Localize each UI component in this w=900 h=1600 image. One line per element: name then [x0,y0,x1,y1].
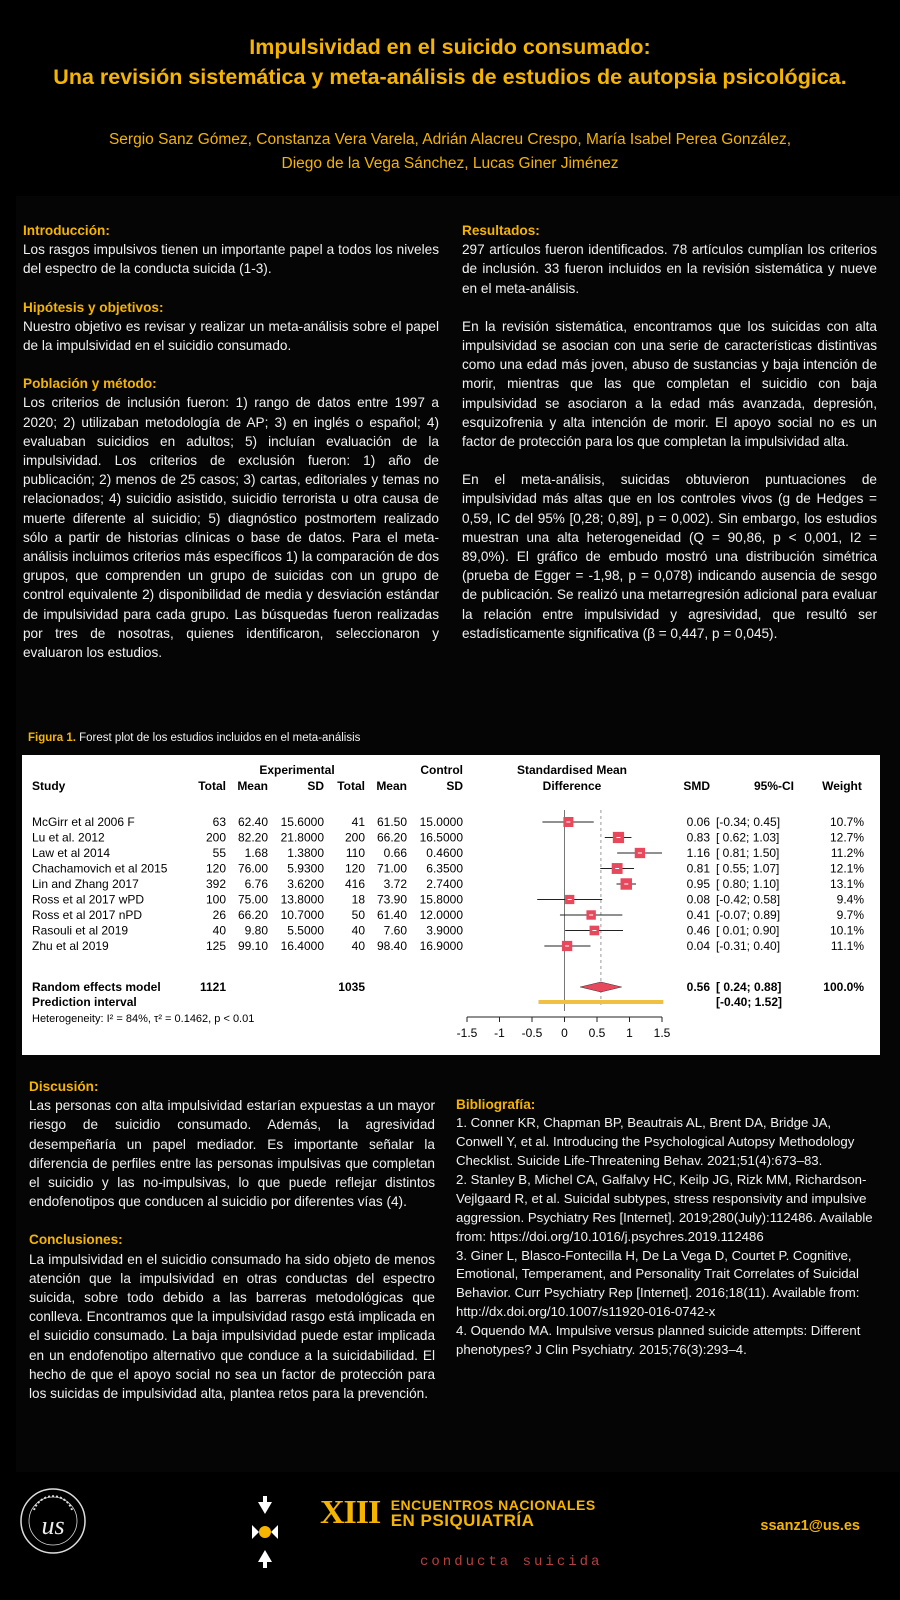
e-sd-value: 5.9300 [287,861,324,876]
e-sd-value: 5.5000 [287,923,324,938]
header-ci: 95%-CI [753,779,795,793]
c-total-value: 40 [351,923,365,938]
c-total-value: 40 [351,939,365,953]
c-mean-value: 61.40 [376,908,407,922]
poster-title [0,32,900,92]
hypothesis-text: Nuestro objetivo es revisar y realizar un meta-análisis sobre el papel de la impulsividad en el suicidio consumado. [23,318,439,354]
ci-value: [ 0.55; 1.07] [716,861,780,876]
ci-value: [-0.07; 0.89] [716,908,781,922]
study-name: Rasouli et al 2019 [32,923,129,938]
c-total-value: 416 [344,877,365,891]
c-sd-value: 0.4600 [426,846,463,860]
ci-value: [ 0.81; 1.50] [716,846,780,860]
header-e-total: Total [198,779,226,793]
c-mean-value: 73.90 [376,892,407,907]
conference-subtitle: conducta suicida [420,1554,603,1570]
method-text: Los criterios de inclusión fueron: 1) rango de datos entre 1997 a 2020; 2) utilizaban metodología de AP; 3) en inglés o español; 4) evaluaban suicidios en adultos; 5) incluían evaluación de la impulsividad. Los criterios de exclusión fueron: 1) año de publicación; 2) menos de 25 casos; 3) cartas, editoriales y temas no relacionados; 4) suicidio asistido, suicidio terrorista u otra causa de muerte diferente al suicidio; 5) diagnóstico postmortem realizado sólo a partir de historias clínicas o base de datos. Para el meta-análisis incluimos criterios más específicos 1) la comparación de dos grupos, que comprenden un grupo de suicidas con un grupo de control equivalente 2) disponibilidad de media y desviación estándar de impulsividad para cada grupo. Las búsquedas fueron realizadas por tres de nosotras, quienes identificaron, seleccionaron y evaluaron los estudios. [23,395,439,661]
c-sd-value: 15.0000 [419,815,463,829]
e-mean-value: 1.68 [244,846,268,860]
intro-heading: Introducción: [23,223,110,238]
c-mean-value: 61.50 [376,815,407,829]
e-total-value: 63 [212,815,226,829]
conclusions-text: La impulsividad en el suicidio consumado ha sido objeto de menos atención que la impulsividad en otras conductas del espectro suicida, sobre todo debido a las barreras metodológicas que conlleva. Encontramos que la impulsividad rasgo está implicada en el suicidio consumado. La baja impulsividad puede estar implicada en un endofenotipo alternativo que conduce a la suicidabilidad. El hecho de que el apoyo social no sea un factor de protección para los suicidas de impulsividad alta, plantea retos para la prevención. [29,1251,435,1402]
re-c-total: 1035 [338,980,365,994]
c-mean-value: 3.72 [383,877,407,891]
study-name: Ross et al 2017 wPD [32,892,145,907]
c-sd-value: 16.9000 [419,939,463,953]
pi-ci: [-0.40; 1.52] [716,995,783,1009]
smd-value: 1.16 [686,846,710,860]
c-mean-value: 7.60 [383,923,407,938]
prediction-bar [539,1000,664,1004]
c-sd-value: 16.5000 [419,830,463,845]
weight-value: 9.4% [836,892,864,907]
method-heading: Población y método: [23,376,157,392]
conclusions-heading: Conclusiones: [29,1232,123,1248]
study-name: Lin and Zhang 2017 [32,877,139,891]
study-name: Chachamovich et al 2015 [32,861,168,876]
contact-email[interactable]: ssanz1@us.es [760,1518,860,1534]
reference-2: 2. Stanley B, Michel CA, Galfalvy HC, Keilp JG, Rizk MM, Richardson-Vejlgaard R, et al. Suicidal subtypes, stress responsivity and impulsive aggression. Psychiatry Res [Internet]. 2019;280(July):112486. Available from: https://doi.org/10.1016/j.psychres.2019.112486 [456,1171,873,1244]
c-total-value: 110 [345,846,365,860]
header-e-sd: SD [307,779,324,793]
university-seal-icon [18,1486,88,1556]
results-p1: 297 artículos fueron identificados. 78 artículos cumplían los criterios de inclusión. 33 fueron incluidos en la revisión sistemática y nueve en el meta-análisis. [462,242,877,296]
conference-line-1: ENCUENTROS NACIONALES [390,1497,596,1513]
ci-value: [-0.42; 0.58] [716,892,781,907]
figure-caption [28,732,360,744]
weight-value: 10.1% [829,923,864,938]
pi-label: Prediction interval [32,995,137,1009]
smd-value: 0.04 [686,939,710,953]
header-study: Study [32,779,66,793]
smd-value: 0.41 [686,908,710,922]
re-ci: [ 0.24; 0.88] [716,980,782,994]
e-total-value: 120 [205,861,226,876]
smd-value: 0.95 [686,877,710,891]
x-tick-label: -1 [494,1026,505,1040]
e-sd-value: 1.3800 [287,846,324,860]
e-sd-value: 3.6200 [287,877,324,891]
c-total-value: 41 [351,815,365,829]
e-mean-value: 76.00 [237,861,268,876]
re-smd: 0.56 [686,980,710,994]
x-tick-label: 0 [561,1026,568,1040]
e-mean-value: 66.20 [237,908,268,922]
authors [0,128,900,176]
smd-value: 0.06 [686,815,710,829]
figure-caption-text: Forest plot de los estudios incluidos en el meta-análisis [75,732,361,744]
ci-value: [-0.31; 0.40] [716,939,781,953]
footer [0,1472,900,1600]
x-tick-label: -1.5 [456,1026,478,1040]
weight-value: 10.7% [829,815,864,829]
e-sd-value: 10.7000 [280,908,324,922]
weight-value: 9.7% [836,908,864,922]
e-mean-value: 9.80 [244,923,268,938]
header-weight: Weight [822,779,862,793]
header-c-sd: SD [446,779,463,793]
authors-line-2: Diego de la Vega Sánchez, Lucas Giner Jiménez [281,155,619,172]
c-total-value: 50 [351,908,365,922]
e-total-value: 125 [205,939,226,953]
e-total-value: 55 [212,846,226,860]
figure-label: Figura 1. [28,732,76,744]
ci-value: [-0.34; 0.45] [716,815,781,829]
smd-value: 0.46 [686,923,710,938]
title-line-2: Una revisión sistemática y meta-análisis de estudios de autopsia psicológica. [53,65,847,89]
header-e-mean: Mean [237,779,268,793]
e-mean-value: 75.00 [237,892,268,907]
conference-line-2: EN PSIQUIATRÍA [390,1511,535,1530]
c-mean-value: 98.40 [376,939,407,953]
ci-value: [ 0.62; 1.03] [716,830,780,845]
e-total-value: 40 [212,923,226,938]
re-label: Random effects model [32,980,161,994]
c-sd-value: 15.8000 [419,892,463,907]
c-total-value: 18 [351,892,365,907]
header-smd-group-2: Difference [542,779,602,793]
conference-number: XIII [320,1494,381,1531]
intro-text: Los rasgos impulsivos tienen un importante papel a todos los niveles del espectro de la conducta suicida (1-3). [23,242,439,277]
e-mean-value: 82.20 [237,830,268,845]
re-e-total: 1121 [199,980,226,994]
header-smd-group: Standardised Mean [516,763,628,777]
c-total-value: 120 [344,861,365,876]
x-tick-label: 0.5 [588,1026,606,1040]
c-sd-value: 6.3500 [426,861,463,876]
svg-text:us: us [41,1511,65,1540]
weight-value: 12.7% [829,830,864,845]
header-smd: SMD [683,779,710,793]
c-mean-value: 66.20 [376,830,407,845]
discussion-text: Las personas con alta impulsividad estarían expuestas a un mayor riesgo de suicidio consumado. Además, la agresividad desempeñaría un papel mediador. Es importante señalar la diferencia de perfiles entre las personas impulsivas que completan el suicidio y las no-impulsivas, lo que puede reflejar distintos endofenotipos que conducen al suicidio por diferentes vías (4). [29,1098,435,1210]
e-total-value: 100 [205,892,226,907]
e-mean-value: 6.76 [244,877,268,891]
reference-4: 4. Oquendo MA. Impulsive versus planned suicide attempts: Different phenotypes? J Clin Psychiatry. 2015;76(3):293–4. [456,1323,861,1358]
e-total-value: 200 [205,830,226,845]
weight-value: 11.1% [830,939,864,953]
conference-logo [240,1492,640,1582]
heterogeneity-text: Heterogeneity: I² = 84%, τ² = 0.1462, p < 0.01 [32,1013,255,1025]
e-total-value: 392 [205,877,226,891]
forest-plot [22,755,880,1055]
study-name: McGirr et al 2006 F [32,815,135,829]
bibliography [456,1095,881,1360]
smd-value: 0.81 [686,861,710,876]
e-mean-value: 62.40 [237,815,268,829]
left-column-bottom [29,1077,435,1403]
re-weight: 100.0% [823,980,864,994]
study-name: Ross et al 2017 nPD [32,908,143,922]
c-sd-value: 12.0000 [419,908,463,922]
e-mean-value: 99.10 [237,939,268,953]
results-heading: Resultados: [462,223,540,238]
x-tick-label: -0.5 [521,1026,543,1040]
arrows-icon [240,1492,290,1572]
discussion-heading: Discusión: [29,1079,99,1094]
header-experimental: Experimental [259,763,335,777]
x-tick-label: 1.5 [653,1026,671,1040]
results-p3: En el meta-análisis, suicidas obtuvieron puntuaciones de impulsividad más altas que en los controles vivos (g de Hedges = 0,59, IC del 95% [0,28; 0,89], p = 0,002). Sin embargo, los estudios muestran una alta heterogeneidad (Q = 90,86, p < 0,001, I2 = 89,0%). El gráfico de embudo mostró una distribución simétrica (prueba de Egger = -1,98, p = 0,078) indicando ausencia de sesgo de publicación. Se realizó una metarregresión adicional para evaluar la relación entre impulsividad y agresividad, que resultó ser estadísticamente significativa (β = 0,447, p = 0,045). [462,472,877,641]
header-c-total: Total [337,779,365,793]
left-column-top [23,221,439,662]
forest-plot-svg [22,755,880,1055]
results-p2: En la revisión sistemática, encontramos que los suicidas con alta impulsividad se asocian con una serie de características distintivas como una edad más joven, abuso de sustancias y baja intención de morir, mientras que las que completan el suicidio con baja impulsividad se asociaron a la edad más avanzada, depresión, esquizofrenia y alta intención de morir. El apoyo social no es un factor de protección para los que completan la impulsividad alta. [462,318,877,450]
title-line-1: Impulsividad en el suicido consumado: [249,35,651,59]
study-name: Law et al 2014 [32,846,111,860]
smd-value: 0.83 [686,830,710,845]
header-control: Control [420,763,463,777]
bibliography-heading: Bibliografía: [456,1097,536,1112]
e-total-value: 26 [212,908,226,922]
e-sd-value: 16.4000 [280,939,324,953]
weight-value: 12.1% [829,861,864,876]
hypothesis-heading: Hipótesis y objetivos: [23,299,164,315]
c-sd-value: 2.7400 [426,877,463,891]
e-sd-value: 13.8000 [280,892,324,907]
smd-value: 0.08 [686,892,710,907]
conference-title [320,1494,596,1532]
ci-value: [ 0.80; 1.10] [716,877,780,891]
x-tick-label: 1 [626,1026,633,1040]
poster-header [0,0,900,195]
c-mean-value: 71.00 [376,861,407,876]
study-name: Zhu et al 2019 [32,939,109,953]
weight-value: 11.2% [830,846,864,860]
weight-value: 13.1% [829,877,864,891]
e-sd-value: 15.6000 [280,815,324,829]
c-mean-value: 0.66 [383,846,407,860]
ci-value: [ 0.01; 0.90] [716,923,780,938]
reference-1: 1. Conner KR, Chapman BP, Beautrais AL, Brent DA, Bridge JA, Conwell Y, et al. Introducing the Psychological Autopsy Methodology Checklist. Suicide Life-Threatening Behav. 2021;51(4):673–83. [456,1115,855,1169]
e-sd-value: 21.8000 [280,830,324,845]
right-column-top [462,221,877,643]
study-name: Lu et al. 2012 [32,830,105,845]
header-c-mean: Mean [376,779,407,793]
c-total-value: 200 [344,830,365,845]
authors-line-1: Sergio Sanz Gómez, Constanza Vera Varela, Adrián Alacreu Crespo, María Isabel Perea González, [108,131,792,148]
reference-3: 3. Giner L, Blasco-Fontecilla H, De La Vega D, Courtet P. Cognitive, Emotional, Temperament, and Personality Trait Correlates of Suicidal Behavior. Curr Psychiatry Rep [Internet]. 2016;18(11). Available from: http://dx.doi.org/10.1007/s11920-016-0742-x [456,1247,860,1320]
c-sd-value: 3.9000 [426,923,463,938]
